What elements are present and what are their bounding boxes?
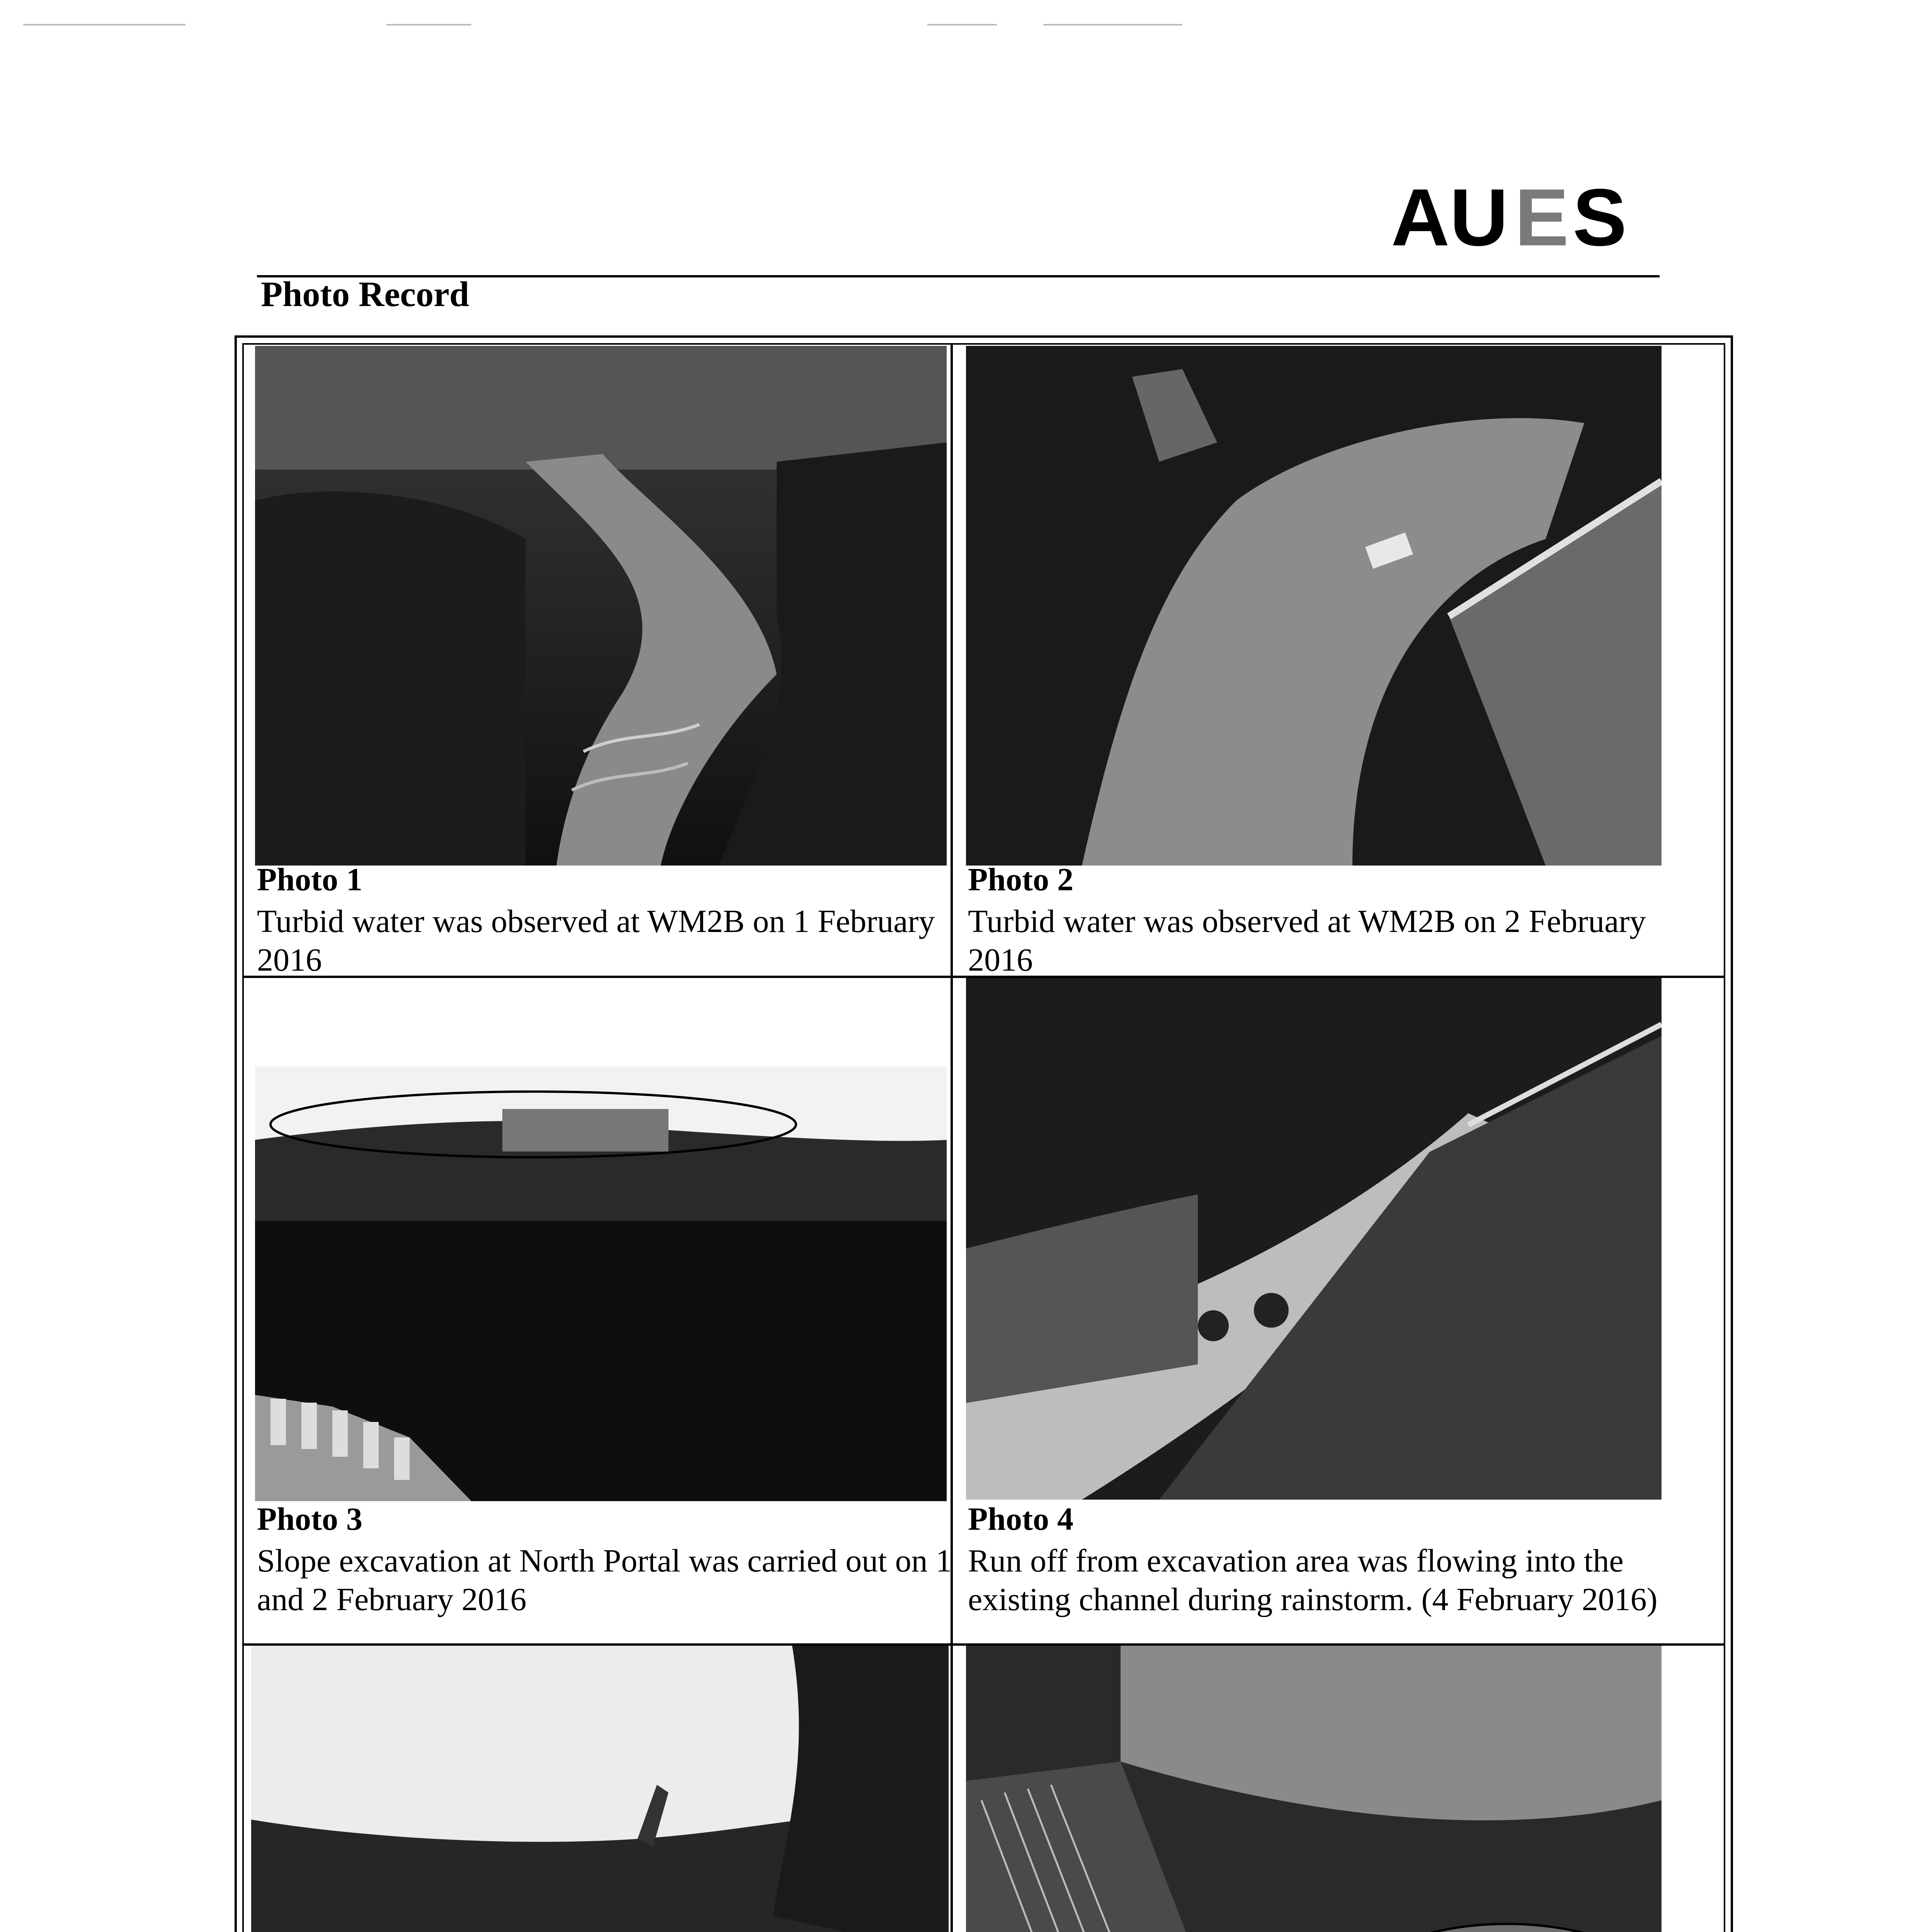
photo-3-image <box>255 1066 947 1501</box>
scan-mark <box>1043 24 1182 26</box>
scan-mark <box>927 24 997 26</box>
photo-2-label: Photo 2 <box>968 862 1073 898</box>
scan-mark <box>23 24 185 26</box>
photo-2-caption: Turbid water was observed at WM2B on 2 February 2016 <box>968 903 1646 978</box>
photo-6-image <box>966 1646 1662 1932</box>
svg-text:S: S <box>1573 172 1627 259</box>
photo-2-image <box>966 346 1662 866</box>
photo-4-caption: Run off from excavation area was flowing into the existing channel during rainstorm. (4 February 2016) <box>968 1543 1658 1617</box>
svg-text:AU: AU <box>1391 172 1509 259</box>
photo-1-image <box>255 346 947 866</box>
scan-mark <box>386 24 471 26</box>
photo-4-label: Photo 4 <box>968 1501 1073 1537</box>
photo-4-image <box>966 978 1662 1500</box>
aues-logo <box>1391 170 1669 259</box>
photo-1-caption: Turbid water was observed at WM2B on 1 February 2016 <box>257 903 935 978</box>
photo-5-image <box>251 1646 949 1932</box>
column-divider <box>951 343 953 1932</box>
photo-3-caption: Slope excavation at North Portal was carried out on 1 and 2 February 2016 <box>257 1543 952 1617</box>
photo-3-label: Photo 3 <box>257 1501 362 1537</box>
page-title: Photo Record <box>261 274 469 314</box>
photo-1-label: Photo 1 <box>257 862 362 898</box>
svg-text:E: E <box>1515 172 1569 259</box>
